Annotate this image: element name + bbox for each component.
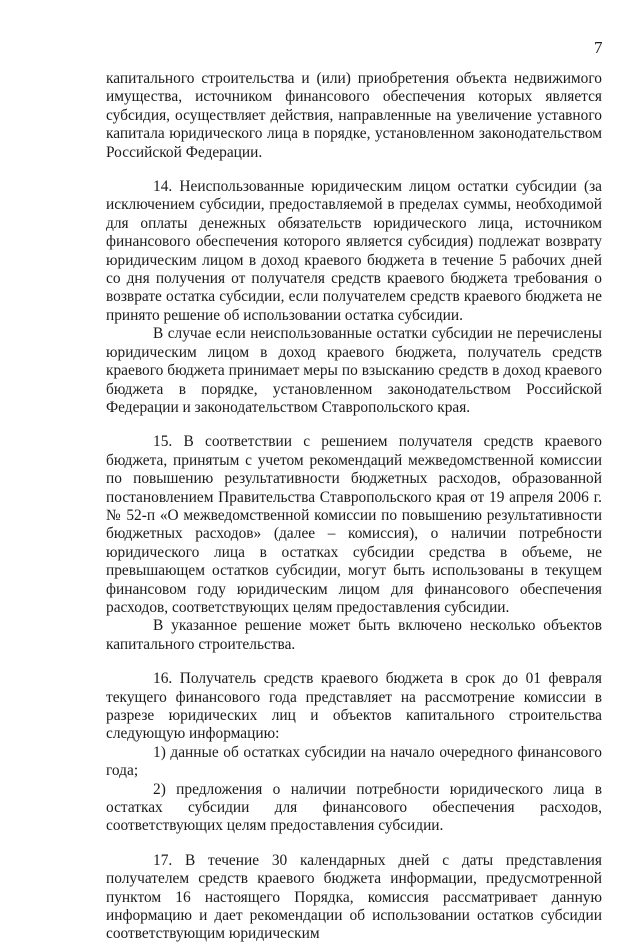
list-item-2: 2) предложения о наличии потребности юридического лица в остатках субсидии для финансового обеспечения расходов, соответствующих целям предоставления субсидии. [106, 780, 602, 835]
paragraph-17: 17. В течение 30 календарных дней с даты представления получателем средств краевого бюджета информации, предусмотренной пунктом 16 настоящего Порядка, комиссия рассматривает данную информацию и дает рекомендации об использовании остатков субсидии соответствующим юридическим [106, 851, 602, 943]
list-item-1: 1) данные об остатках субсидии на начало очередного финансового года; [106, 743, 602, 780]
document-body [106, 70, 602, 944]
page-number: 7 [594, 38, 603, 57]
paragraph-16: 16. Получатель средств краевого бюджета в срок до 01 февраля текущего финансового года представляет на рассмотрение комиссии в разрезе юридических лиц и объектов капитального строительства следующую информацию: [106, 670, 602, 743]
paragraph-14-second: В случае если неиспользованные остатки субсидии не перечислены юридическим лицом в доход краевого бюджета, получатель средств краевого бюджета принимает меры по взысканию средств в доход краевого бюджета в порядке, установленном законодательством Российской Федерации и законодательством Ставропольского края. [106, 325, 602, 416]
paragraph-15: 15. В соответствии с решением получателя средств краевого бюджета, принятым с учетом рекомендаций межведомственной комиссии по повышению результативности бюджетных расходов, образованной постановлением Правительства Ставропольского края от 19 апреля 2006 г. № 52-п «О межведомственной комиссии по повышению результативности бюджетных расходов» (далее – комиссия), о наличии потребности юридического лица в остатках субсидии средства в объеме, не превышающем остатков субсидии, могут быть использованы в текущем финансовом году юридическим лицом для финансового обеспечения расходов, соответствующих целям предоставления субсидии. [106, 433, 602, 616]
paragraph-continuation: капитального строительства и (или) приобретения объекта недвижимого имущества, источником финансового обеспечения которых является субсидия, осуществляет действия, направленные на увеличение уставного капитала юридического лица в порядке, установленном законодательством Российской Федерации. [106, 70, 602, 161]
paragraph-15-second: В указанное решение может быть включено несколько объектов капитального строительства. [106, 617, 602, 653]
paragraph-14: 14. Неиспользованные юридическим лицом остатки субсидии (за исключением субсидии, предоставляемой в пределах суммы, необходимой для оплаты денежных обязательств юридического лица, источником финансового обеспечения которого является субсидия) подлежат возврату юридическим лицом в доход краевого бюджета в течение 5 рабочих дней со дня получения от получателя средств краевого бюджета требования о возврате остатка субсидии, если получателем средств краевого бюджета не принято решение об использовании остатка субсидии. [106, 178, 602, 324]
